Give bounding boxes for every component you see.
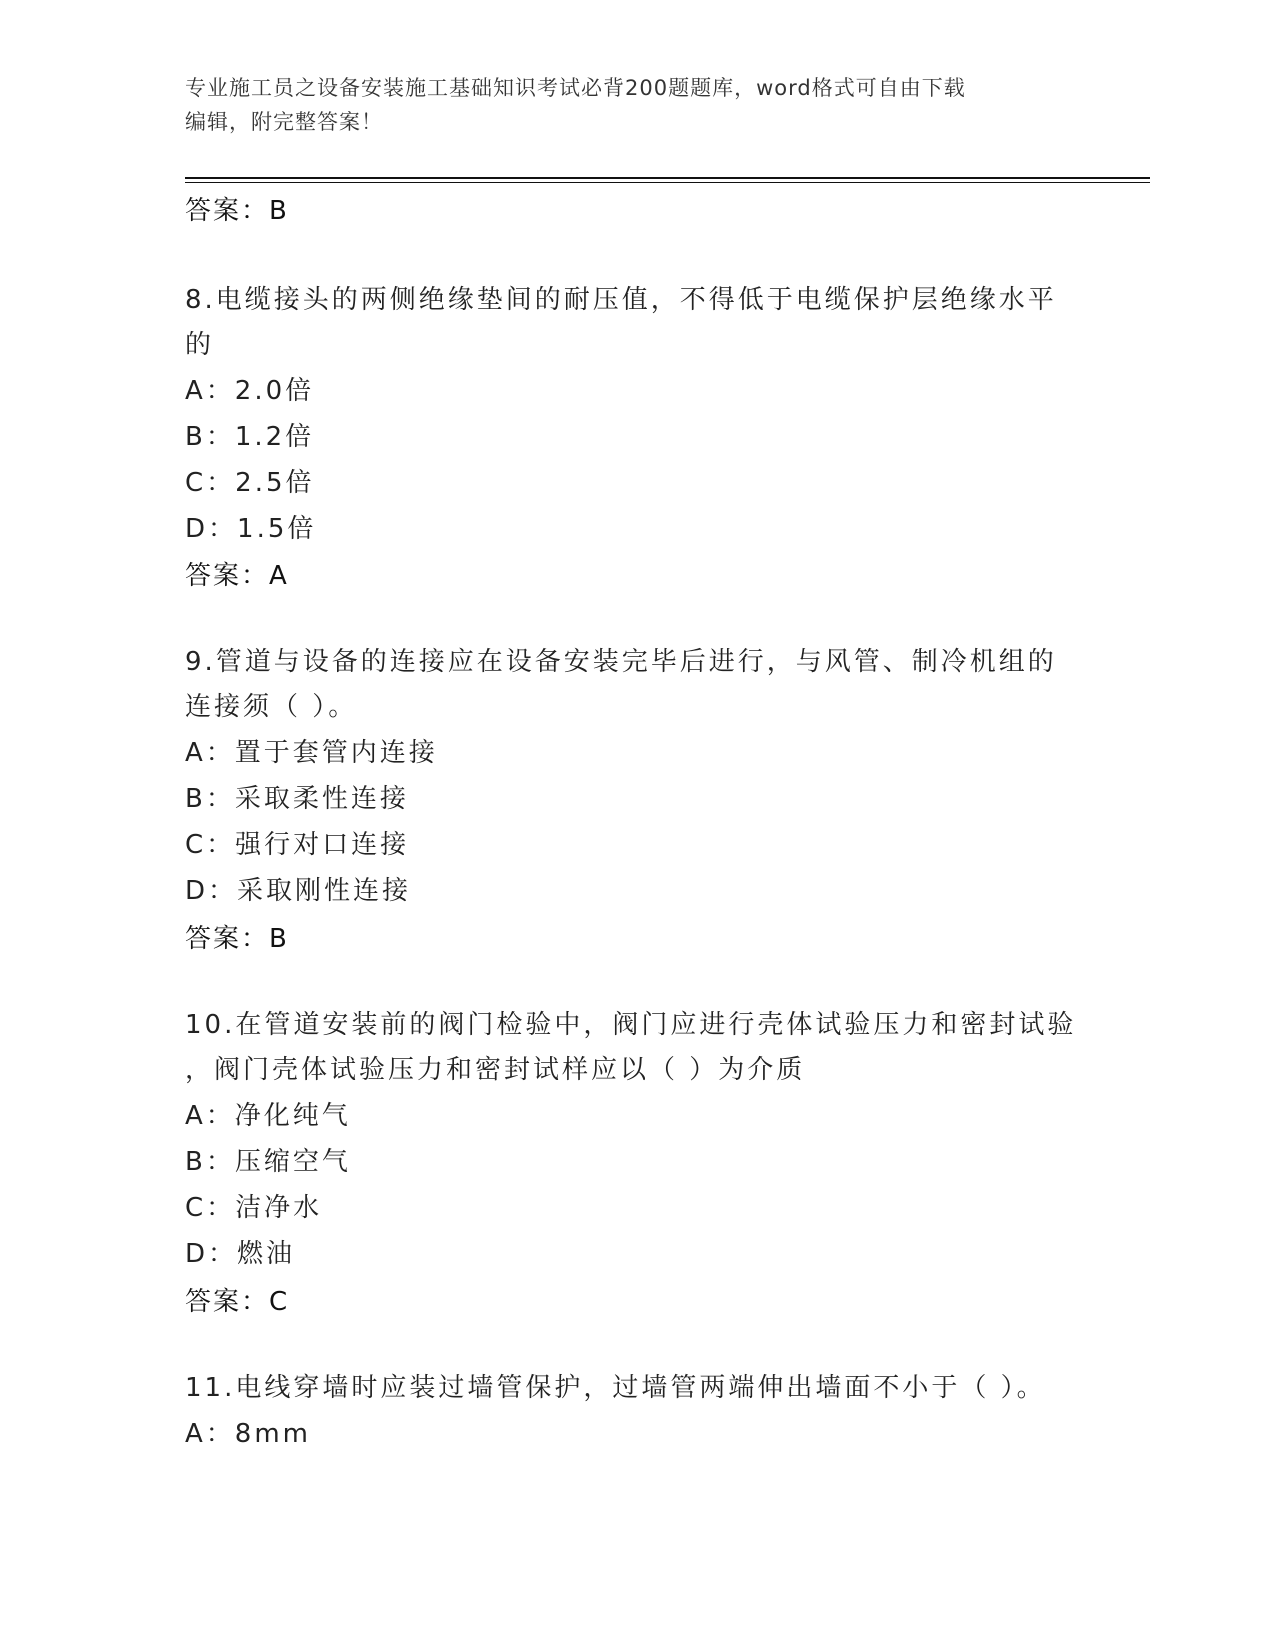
answer-label: 答案：B bbox=[185, 924, 289, 954]
option-c: C：强行对口连接 bbox=[185, 830, 410, 860]
option-b: B：采取柔性连接 bbox=[185, 784, 409, 814]
question-9 bbox=[185, 640, 1085, 914]
header-title-line1: 专业施工员之设备安装施工基础知识考试必背200题题库，word格式可自由下载 bbox=[185, 76, 966, 100]
question-11 bbox=[185, 1366, 1085, 1457]
question-stem: 11.电线穿墙时应装过墙管保护，过墙管两端伸出墙面不小于（ ）。 bbox=[185, 1373, 1046, 1403]
header-title-line2: 编辑，附完整答案！ bbox=[185, 110, 383, 134]
option-c: C：洁净水 bbox=[185, 1193, 323, 1223]
document-header bbox=[185, 71, 1085, 139]
question-stem: 8.电缆接头的两侧绝缘垫间的耐压值，不得低于电缆保护层绝缘水平 bbox=[185, 285, 1057, 315]
option-c: C：2.5倍 bbox=[185, 468, 315, 498]
option-b: B：1.2倍 bbox=[185, 422, 315, 452]
option-d: D：采取刚性连接 bbox=[185, 876, 412, 906]
question-stem-cont: 的 bbox=[185, 330, 215, 360]
option-d: D：燃油 bbox=[185, 1239, 296, 1269]
option-d: D：1.5倍 bbox=[185, 514, 317, 544]
answer-label: 答案：B bbox=[185, 196, 289, 226]
option-a: A：净化纯气 bbox=[185, 1101, 351, 1131]
answer-label: 答案：C bbox=[185, 1287, 290, 1317]
question-stem: 10.在管道安装前的阀门检验中，阀门应进行壳体试验压力和密封试验 bbox=[185, 1010, 1077, 1040]
header-rule-thick bbox=[185, 177, 1150, 179]
question-8 bbox=[185, 278, 1085, 552]
question-stem-cont: ，阀门壳体试验压力和密封试样应以（ ）为介质 bbox=[185, 1055, 806, 1085]
question-stem-cont: 连接须（ ）。 bbox=[185, 692, 358, 722]
question-10 bbox=[185, 1003, 1085, 1277]
option-a: A：置于套管内连接 bbox=[185, 738, 438, 768]
option-a: A：2.0倍 bbox=[185, 376, 315, 406]
question-stem: 9.管道与设备的连接应在设备安装完毕后进行，与风管、制冷机组的 bbox=[185, 647, 1057, 677]
answer-label: 答案：A bbox=[185, 561, 289, 591]
option-a: A：8mm bbox=[185, 1419, 311, 1449]
option-b: B：压缩空气 bbox=[185, 1147, 351, 1177]
header-rule-thin bbox=[185, 182, 1150, 183]
